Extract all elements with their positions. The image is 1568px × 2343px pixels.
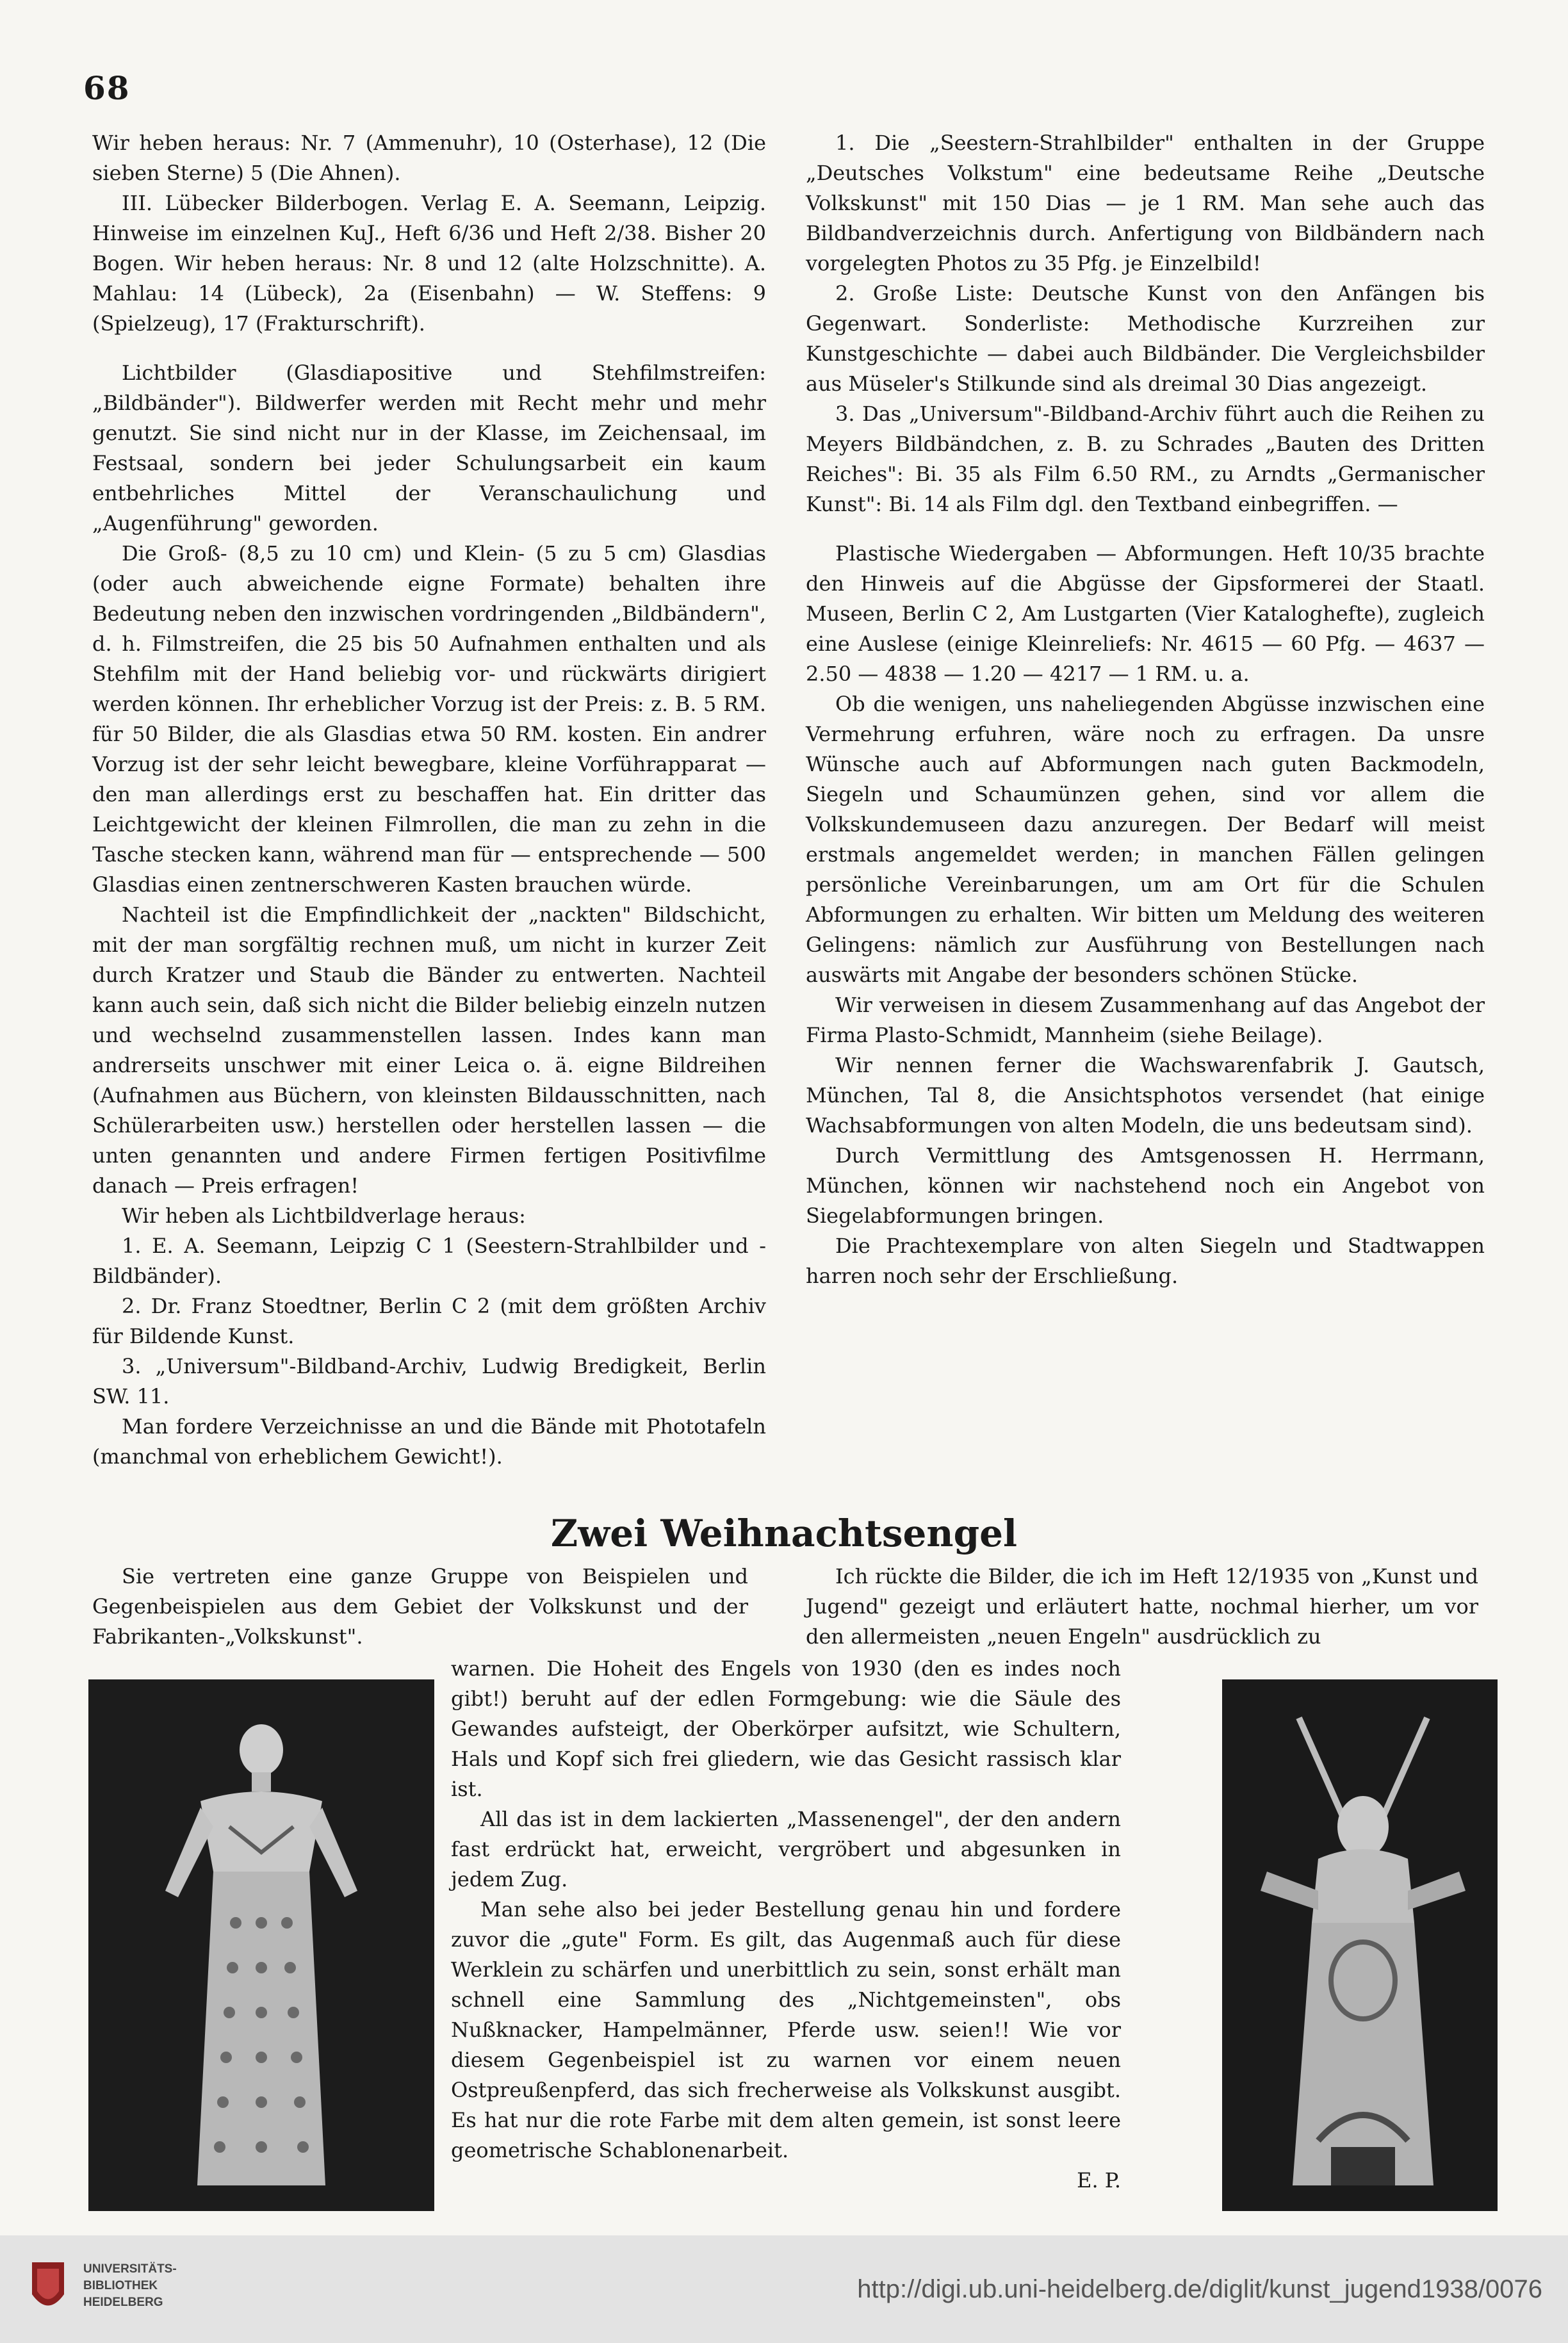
library-name-line: BIBLIOTHEK — [83, 2279, 158, 2292]
article-intro-right — [806, 1562, 1478, 1652]
source-url-link[interactable]: http://digi.ub.uni-heidelberg.de/diglit/kunst_jugend1938/0076 — [857, 2275, 1542, 2303]
page-number: 68 — [83, 69, 131, 107]
list-item: 2. Große Liste: Deutsche Kunst von den Anfängen bis Gegenwart. Sonderliste: Methodische Kurzreihen zur Kunstgeschichte — dabei auch Bildbänder. Die Vergleichsbilder aus Müseler's Stilkunde sind als dreimal 30 Dias angezeigt. — [806, 281, 1485, 396]
paragraph: Lichtbilder (Glasdiapositive und Stehfilmstreifen: „Bildbänder"). Bildwerfer werden mit Recht mehr und mehr genutzt. Sie sind nicht nur in der Klasse, im Zeichensaal, im Festsaal, sondern bei jeder Schulungsarbeit ein kaum entbehrliches Mittel der Veranschaulichung und „Augenführung" geworden. — [92, 361, 766, 535]
library-name-line: HEIDELBERG — [83, 2296, 163, 2309]
paragraph: Die Prachtexemplare von alten Siegeln und Stadtwappen harren noch sehr der Erschließung. — [806, 1234, 1485, 1288]
article-body — [451, 1654, 1121, 2196]
paragraph: Wir heben heraus: Nr. 7 (Ammenuhr), 10 (Osterhase), 12 (Die sieben Sterne) 5 (Die Ahnen). — [92, 131, 766, 185]
list-item: 1. Die „Seestern-Strahlbilder" enthalten in der Gruppe „Deutsches Volkstum" eine bedeutsame Reihe „Deutsche Volkskunst" mit 150 Dias — je 1 RM. Man sehe auch das Bildbandverzeichnis durch. Anfertigung von Bildbändern nach vorgelegten Photos zu 35 Pfg. je Einzelbild! — [806, 131, 1485, 275]
paragraph: Durch Vermittlung des Amtsgenossen H. Herrmann, München, können wir nachstehend noch ein Angebot von Siegelabformungen bringen. — [806, 1143, 1485, 1228]
list-item: 3. „Universum"-Bildband-Archiv, Ludwig Bredigkeit, Berlin SW. 11. — [92, 1354, 766, 1408]
left-column — [92, 128, 766, 1472]
library-footer — [0, 2235, 1568, 2343]
paragraph: Sie vertreten eine ganze Gruppe von Beispielen und Gegenbeispielen aus dem Gebiet der Volkskunst und der Fabrikanten-„Volkskunst". — [92, 1564, 748, 1649]
paragraph: warnen. Die Hoheit des Engels von 1930 (den es indes noch gibt!) beruht auf der edlen Formgebung: wie die Säule des Gewandes aufsteigt, der Oberkörper aufsitzt, wie Schultern, Hals und Kopf sich frei gliedern, wie das Gesicht rassisch klar ist. — [451, 1656, 1121, 1801]
library-name-line: UNIVERSITÄTS- — [83, 2262, 177, 2276]
library-name — [83, 2261, 177, 2311]
angel-photo-mass-produced — [1222, 1679, 1498, 2211]
article-intro-left — [92, 1562, 748, 1652]
angel-photo-1930 — [88, 1679, 434, 2211]
paragraph: Wir verweisen in diesem Zusammenhang auf das Angebot der Firma Plasto-Schmidt, Mannheim (siehe Beilage). — [806, 993, 1485, 1047]
paragraph: Wir heben als Lichtbildverlage heraus: — [122, 1204, 526, 1228]
paragraph: Die Groß- (8,5 zu 10 cm) und Klein- (5 zu 5 cm) Glasdias (oder auch abweichende eigne Formate) behalten ihre Bedeutung neben den inzwischen vordringenden „Bildbändern", d. h. Filmstreifen, die 25 bis 50 Aufnahmen enthalten und als Stehfilm mit der Hand beliebig vor- und rückwärts dirigiert werden können. Ihr erheblicher Vorzug ist der Preis: z. B. 5 RM. für 50 Bilder, die als Glasdias etwa 50 RM. kosten. Ein andrer Vorzug ist der sehr leicht bewegbare, kleine Vorführapparat — den man allerdings erst zu beschaffen hat. Ein dritter das Leichtgewicht der kleinen Filmrollen, die man zu zehn in die Tasche stecken kann, während man für — entsprechende — 500 Glasdias einen zentnerschweren Kasten brauchen würde. — [92, 541, 766, 897]
paragraph: Man sehe also bei jeder Bestellung genau hin und fordere zuvor die „gute" Form. Es gilt, das Augenmaß auch für diese Werklein zu schärfen und unerbittlich zu sein, sonst erhält man schnell eine Sammlung des „Nichtgemeinsten", obs Nußknacker, Hampelmänner, Pferde usw. seien!! Wie vor diesem Gegenbeispiel ist zu warnen vor einem neuen Ostpreußenpferd, das sich frecherweise als Volkskunst ausgibt. Es hat nur die rote Farbe mit dem alten gemein, ist sonst leere geometrische Schablonenarbeit. — [451, 1897, 1121, 2162]
right-column — [806, 128, 1485, 1291]
section-paragraph: Plastische Wiedergaben — Abformungen. Heft 10/35 brachte den Hinweis auf die Abgüsse der Gipsformerei der Staatl. Museen, Berlin C 2, Am Lustgarten (Vier Kataloghefte), zugleich eine Auslese (einige Kleinreliefs: Nr. 4615 — 60 Pfg. — 4637 — 2.50 — 4838 — 1.20 — 4217 — 1 RM. u. a. — [806, 541, 1485, 686]
paragraph: Man fordere Verzeichnisse an und die Bände mit Phototafeln (manchmal von erheblichem Gewicht!). — [92, 1414, 766, 1469]
list-item: 3. Das „Universum"-Bildband-Archiv führt auch die Reihen zu Meyers Bildbändchen, z. B. zu Schrades „Bauten des Dritten Reiches": Bi. 35 als Film 6.50 RM., zu Arndts „Germanischer Kunst": Bi. 14 als Film dgl. den Textband einbegriffen. — — [806, 402, 1485, 516]
paragraph: All das ist in dem lackierten „Massenengel", der den andern fast erdrückt hat, erweicht, vergröbert und abgesunken in jedem Zug. — [451, 1807, 1121, 1891]
signature: E. P. — [1077, 2168, 1121, 2192]
paragraph: Ob die wenigen, uns naheliegenden Abgüsse inzwischen eine Vermehrung erfuhren, wäre noch zu erfragen. Da unsre Wünsche auch auf Abformungen nach guten Backmodeln, Siegeln und Schaumünzen gehen, sind vor allem die Volkskundemuseen dazu anzuregen. Der Bedarf will meist erstmals angemeldet werden; in manchen Fällen gelingen persönliche Vereinbarungen, um am Ort für die Schulen Abformungen zu erhalten. Wir bitten um Meldung des weiteren Gelingens: nämlich zur Ausführung von Bestellungen nach auswärts mit Angabe der besonders schönen Stücke. — [806, 692, 1485, 987]
list-item: 1. E. A. Seemann, Leipzig C 1 (Seestern-Strahlbilder und -Bildbänder). — [92, 1234, 766, 1288]
paragraph: III. Lübecker Bilderbogen. Verlag E. A. Seemann, Leipzig. Hinweise im einzelnen KuJ., Heft 6/36 und Heft 2/38. Bisher 20 Bogen. Wir heben heraus: Nr. 8 und 12 (alte Holzschnitte). A. Mahlau: 14 (Lübeck), 2a (Eisenbahn) — W. Steffens: 9 (Spielzeug), 17 (Frakturschrift). — [92, 191, 766, 336]
article-title: Zwei Weihnachtsengel — [550, 1512, 1018, 1555]
list-item: 2. Dr. Franz Stoedtner, Berlin C 2 (mit dem größten Archiv für Bildende Kunst. — [92, 1294, 766, 1348]
paragraph: Nachteil ist die Empfindlichkeit der „nackten" Bildschicht, mit der man sorgfältig rechnen muß, um nicht in kurzer Zeit durch Kratzer und Staub die Bänder zu entwerten. Nachteil kann auch sein, daß sich nicht die Bilder beliebig einzeln nutzen und wechselnd zusammenstellen lassen. Indes kann man andrerseits unschwer mit einer Leica o. ä. eigne Bildreihen (Aufnahmen aus Büchern, von kleinsten Bildausschnitten, nach Schülerarbeiten usw.) herstellen oder herstellen lassen — die unten genannten und andere Firmen fertigen Positivfilme danach — Preis erfragen! — [92, 902, 766, 1198]
paragraph: Ich rückte die Bilder, die ich im Heft 12/1935 von „Kunst und Jugend" gezeigt und erläutert hatte, nochmal hierher, um vor den allermeisten „neuen Engeln" ausdrücklich zu — [806, 1564, 1478, 1649]
paragraph: Wir nennen ferner die Wachswarenfabrik J. Gautsch, München, Tal 8, die Ansichtsphotos versendet (hat einige Wachsabformungen von alten Modeln, die uns bedeutsam sind). — [806, 1053, 1485, 1138]
university-library-logo-icon — [26, 2256, 70, 2320]
